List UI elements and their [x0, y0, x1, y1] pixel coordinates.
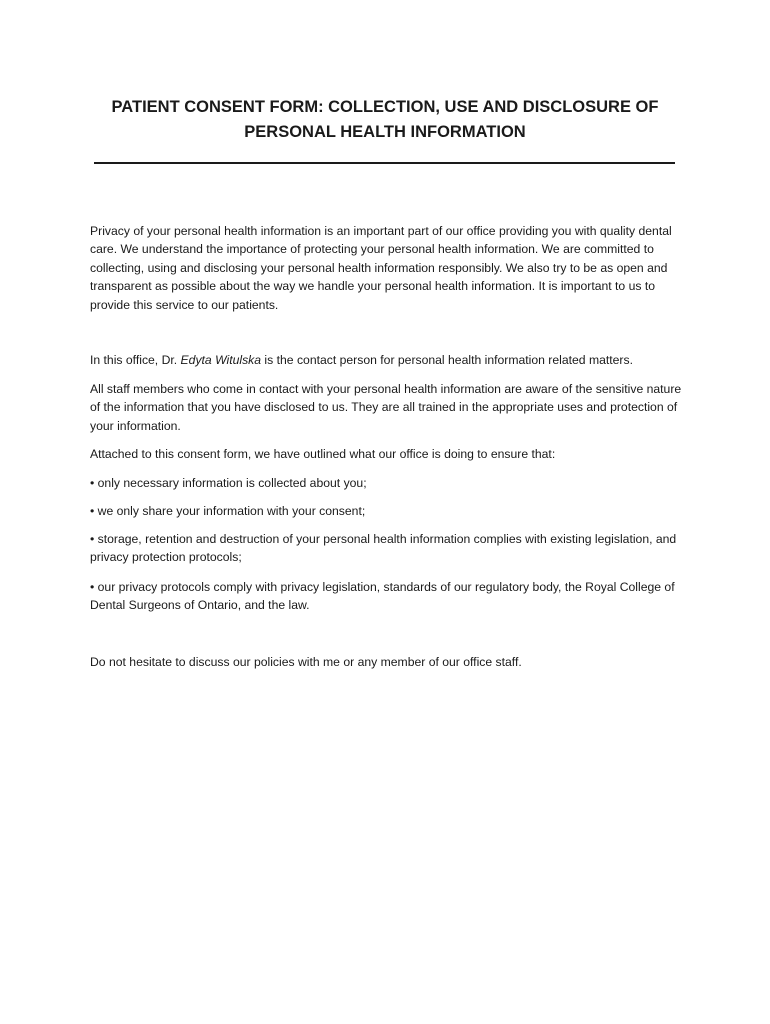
contact-person-paragraph — [90, 351, 686, 369]
document-title — [80, 95, 690, 145]
contact-prefix: In this office, Dr. — [90, 353, 181, 367]
bullet-item-4: • our privacy protocols comply with privacy legislation, standards of our regulatory body, the Royal College of Dental Surgeons of Ontario, and the law. — [90, 580, 675, 613]
title-underline-rule — [94, 162, 675, 164]
bullet-item-2: • we only share your information with your consent; — [90, 504, 366, 518]
bullet-item-1: • only necessary information is collected about you; — [90, 476, 367, 490]
intro-paragraph: Privacy of your personal health information is an important part of our office providing you with quality dental care. We understand the importance of protecting your personal health information. We are committed to collecting, using and disclosing your personal health information responsibly. We also try to be as open and transparent as possible about the way we handle your personal health information. It is important to us to provide this service to our patients. — [90, 224, 672, 312]
bullet-item-3: • storage, retention and destruction of your personal health information complies with existing legislation, and privacy protection protocols; — [90, 532, 677, 565]
contact-suffix: is the contact person for personal health information related matters. — [261, 353, 633, 367]
document-title-line-2: PERSONAL HEALTH INFORMATION — [244, 123, 526, 141]
attached-paragraph: Attached to this consent form, we have outlined what our office is doing to ensure that: — [90, 447, 556, 461]
document-title-line-1: PATIENT CONSENT FORM: COLLECTION, USE AND DISCLOSURE OF — [111, 98, 659, 116]
contact-person-name: Edyta Witulska — [180, 353, 262, 367]
staff-paragraph: All staff members who come in contact with your personal health information are aware of the sensitive nature of the information that you have disclosed to us. They are all trained in the appropriate uses and protection of your information. — [90, 382, 682, 433]
closing-paragraph: Do not hesitate to discuss our policies with me or any member of our office staff. — [90, 655, 522, 669]
